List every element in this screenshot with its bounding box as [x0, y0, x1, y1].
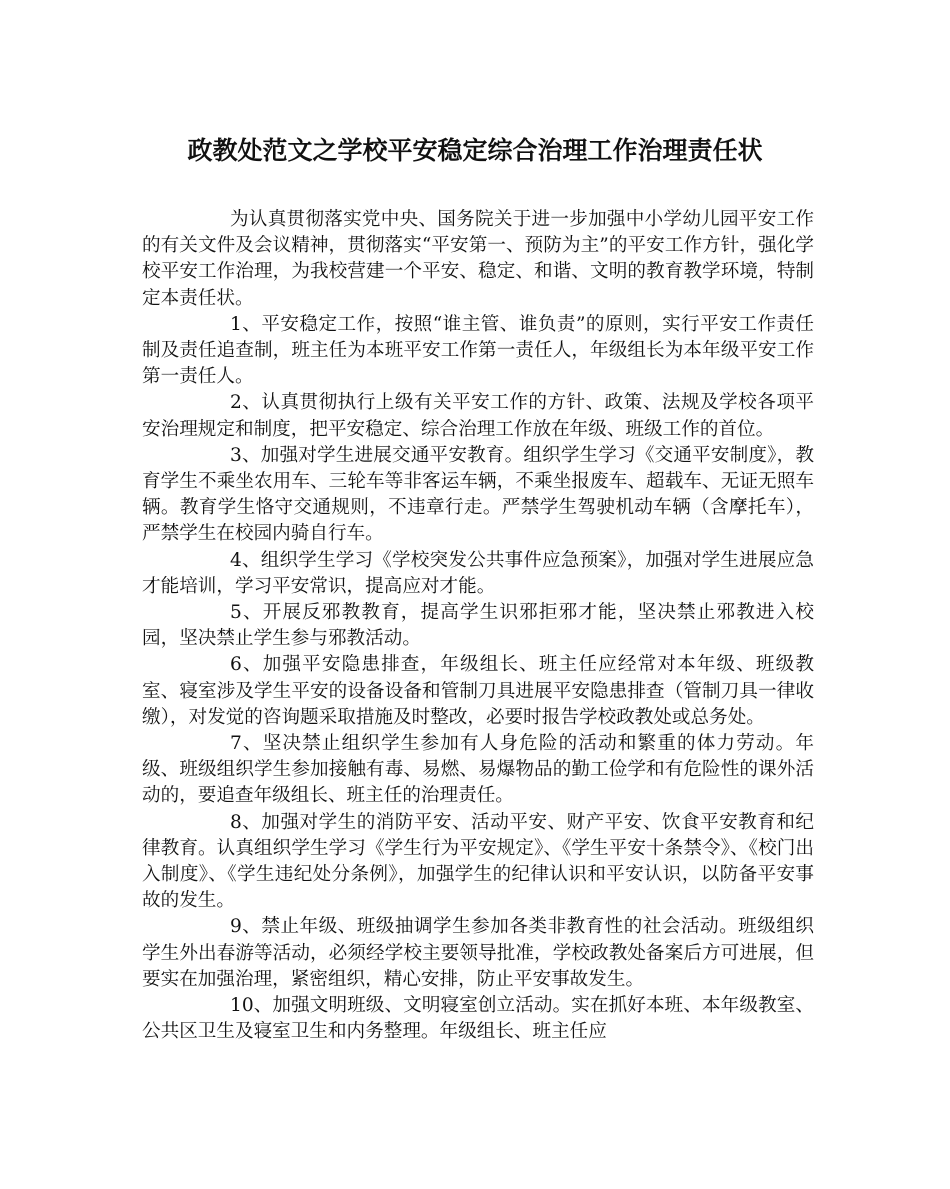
paragraph-item-3: 3、加强对学生进展交通平安教育。组织学生学习《交通平安制度》，教育学生不乘坐农用车、三轮车等非客运车辆，不乘坐报废车、超载车、无证无照车辆。教育学生恪守交通规则，不违章行走。严禁学生驾驶机动车辆（含摩托车），严禁学生在校园内骑自行车。	[142, 444, 814, 545]
paragraph-item-5: 5、开展反邪教教育，提高学生识邪拒邪才能，坚决禁止邪教进入校园，坚决禁止学生参与邪教活动。	[142, 602, 814, 650]
paragraph-item-9: 9、禁止年级、班级抽调学生参加各类非教育性的社会活动。班级组织学生外出春游等活动，必须经学校主要领导批准，学校政教处备案后方可进展，但要实在加强治理，紧密组织，精心安排，防止平安事故发生。	[142, 916, 814, 990]
paragraph-item-1: 1、平安稳定工作，按照“谁主管、谁负责”的原则，实行平安工作责任制及责任追查制，班主任为本班平安工作第一责任人，年级组长为本年级平安工作第一责任人。	[142, 313, 814, 388]
paragraph-item-8: 8、加强对学生的消防平安、活动平安、财产平安、饮食平安教育和纪律教育。认真组织学生学习《学生行为平安规定》、《学生平安十条禁令》、《校门出入制度》、《学生违纪处分条例》，加强学生的纪律认识和平安认识，以防备平安事故的发生。	[142, 811, 814, 912]
document-body	[142, 207, 814, 1046]
paragraph-item-6: 6、加强平安隐患排查，年级组长、班主任应经常对本年级、班级教室、寝室涉及学生平安的设备设备和管制刀具进展平安隐患排查（管制刀具一律收缴），对发觉的咨询题采取措施及时整改，必要时报告学校政教处或总务处。	[142, 654, 814, 728]
paragraph-item-10: 10、加强文明班级、文明寝室创立活动。实在抓好本班、本年级教室、公共区卫生及寝室卫生和内务整理。年级组长、班主任应	[142, 995, 814, 1043]
paragraph-item-2: 2、认真贯彻执行上级有关平安工作的方针、政策、法规及学校各项平安治理规定和制度，把平安稳定、综合治理工作放在年级、班级工作的首位。	[142, 392, 814, 440]
paragraph-item-7: 7、坚决禁止组织学生参加有人身危险的活动和繁重的体力劳动。年级、班级组织学生参加接触有毒、易燃、易爆物品的勤工俭学和有危险性的课外活动的，要追查年级组长、班主任的治理责任。	[142, 733, 814, 807]
paragraph-preamble: 为认真贯彻落实党中央、国务院关于进一步加强中小学幼儿园平安工作的有关文件及会议精神，贯彻落实“平安第一、预防为主”的平安工作方针，强化学校平安工作治理，为我校营建一个平安、稳定、和谐、文明的教育教学环境，特制定本责任状。	[142, 209, 814, 309]
paragraph-item-4: 4、组织学生学习《学校突发公共事件应急预案》，加强对学生进展应急才能培训，学习平安常识，提高应对才能。	[142, 549, 814, 597]
document-title: 政教处范文之学校平安稳定综合治理工作治理责任状	[187, 136, 763, 165]
